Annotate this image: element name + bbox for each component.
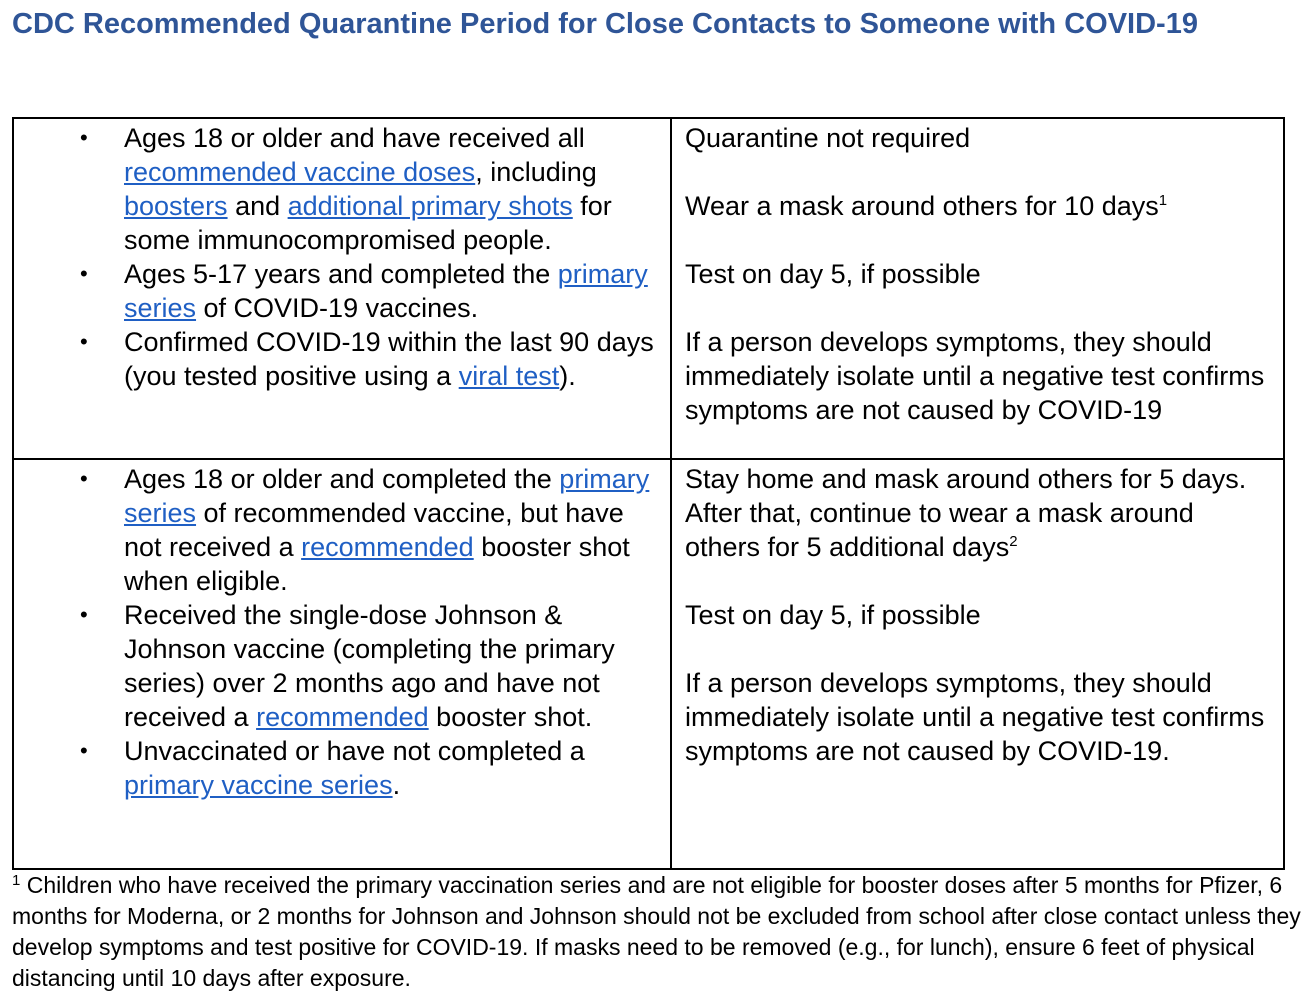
recommendation-text: Test on day 5, if possible	[685, 259, 981, 289]
recommendation-text: Quarantine not required	[685, 123, 971, 153]
recommendation-text: If a person develops symptoms, they should immediately isolate until a negative test confirms symptoms are not caused by COVID-19	[685, 327, 1265, 425]
primary-series-link[interactable]: primary series	[124, 259, 648, 323]
table-row	[13, 118, 1284, 459]
footnote-text: Children who have received the primary vaccination series and are not eligible for booster doses after 5 months for Pfizer, 6 months for Moderna, or 2 months for Johnson and Johnson should not be excluded from school after close contact unless they develop symptoms and test positive for COVID-19. If masks need to be removed (e.g., for lunch), ensure 6 feet of physical distancing until 10 days after exposure.	[12, 872, 1301, 991]
recommendation-text: If a person develops symptoms, they should immediately isolate until a negative test confirms symptoms are not caused by COVID-19.	[685, 668, 1265, 766]
criteria-text: Confirmed COVID-19 within the last 90 days (you tested positive using a	[124, 327, 654, 391]
criteria-text: booster shot when eligible.	[124, 532, 630, 596]
criteria-cell	[13, 118, 671, 459]
criteria-item	[124, 734, 662, 802]
criteria-text: Ages 18 or older and completed the	[124, 464, 560, 494]
page-title: CDC Recommended Quarantine Period for Close Contacts to Someone with COVID-19	[12, 8, 1198, 40]
criteria-text: of COVID-19 vaccines.	[196, 293, 479, 323]
recommendation-text-body: Wear a mask around others for 10 days	[685, 191, 1159, 221]
criteria-text: of recommended vaccine, but have not received a	[124, 498, 624, 562]
recommendation-text	[685, 189, 1273, 223]
boosters-link[interactable]: boosters	[124, 191, 228, 221]
recommended-link[interactable]: recommended	[301, 532, 474, 562]
criteria-text: Ages 5-17 years and completed the	[124, 259, 558, 289]
criteria-text: for some immunocompromised people.	[124, 191, 612, 255]
criteria-text: ).	[559, 361, 576, 391]
recommendation-text	[685, 462, 1273, 564]
recommendation-cell	[671, 118, 1284, 459]
recommended-vaccine-doses-link[interactable]: recommended vaccine doses	[124, 157, 476, 187]
criteria-text: Unvaccinated or have not completed a	[124, 736, 585, 766]
criteria-list	[14, 460, 670, 802]
criteria-text: Received the single-dose Johnson & Johnson vaccine (completing the primary series) over 2 months ago and have not received a	[124, 600, 615, 732]
criteria-text: , including	[475, 157, 597, 187]
recommendation-cell	[671, 459, 1284, 869]
criteria-item	[124, 121, 662, 257]
recommendation-block	[672, 460, 1283, 768]
footnote-ref: 1	[1158, 192, 1168, 209]
criteria-text: and	[227, 191, 288, 221]
recommendation-text: Test on day 5, if possible	[685, 600, 981, 630]
quarantine-table	[12, 117, 1285, 870]
footnote	[12, 870, 1302, 994]
primary-vaccine-series-link[interactable]: primary vaccine series	[124, 770, 393, 800]
criteria-list	[14, 119, 670, 393]
viral-test-link[interactable]: viral test	[458, 361, 560, 391]
recommended-link[interactable]: recommended	[256, 702, 429, 732]
primary-series-link[interactable]: primary series	[124, 464, 650, 528]
criteria-cell	[13, 459, 671, 869]
criteria-item	[124, 598, 662, 734]
criteria-text: Ages 18 or older and have received all	[124, 123, 585, 153]
criteria-text: booster shot.	[428, 702, 593, 732]
footnote-marker: 1	[12, 872, 21, 889]
recommendation-block	[672, 119, 1283, 427]
additional-primary-shots-link[interactable]: additional primary shots	[287, 191, 573, 221]
criteria-item	[124, 257, 662, 325]
criteria-text: .	[392, 770, 401, 800]
criteria-item	[124, 325, 662, 393]
criteria-item	[124, 462, 662, 598]
recommendation-text-body: Stay home and mask around others for 5 days. After that, continue to wear a mask around others for 5 additional days	[685, 464, 1247, 562]
table-row	[13, 459, 1284, 869]
footnote-ref: 2	[1009, 533, 1018, 550]
